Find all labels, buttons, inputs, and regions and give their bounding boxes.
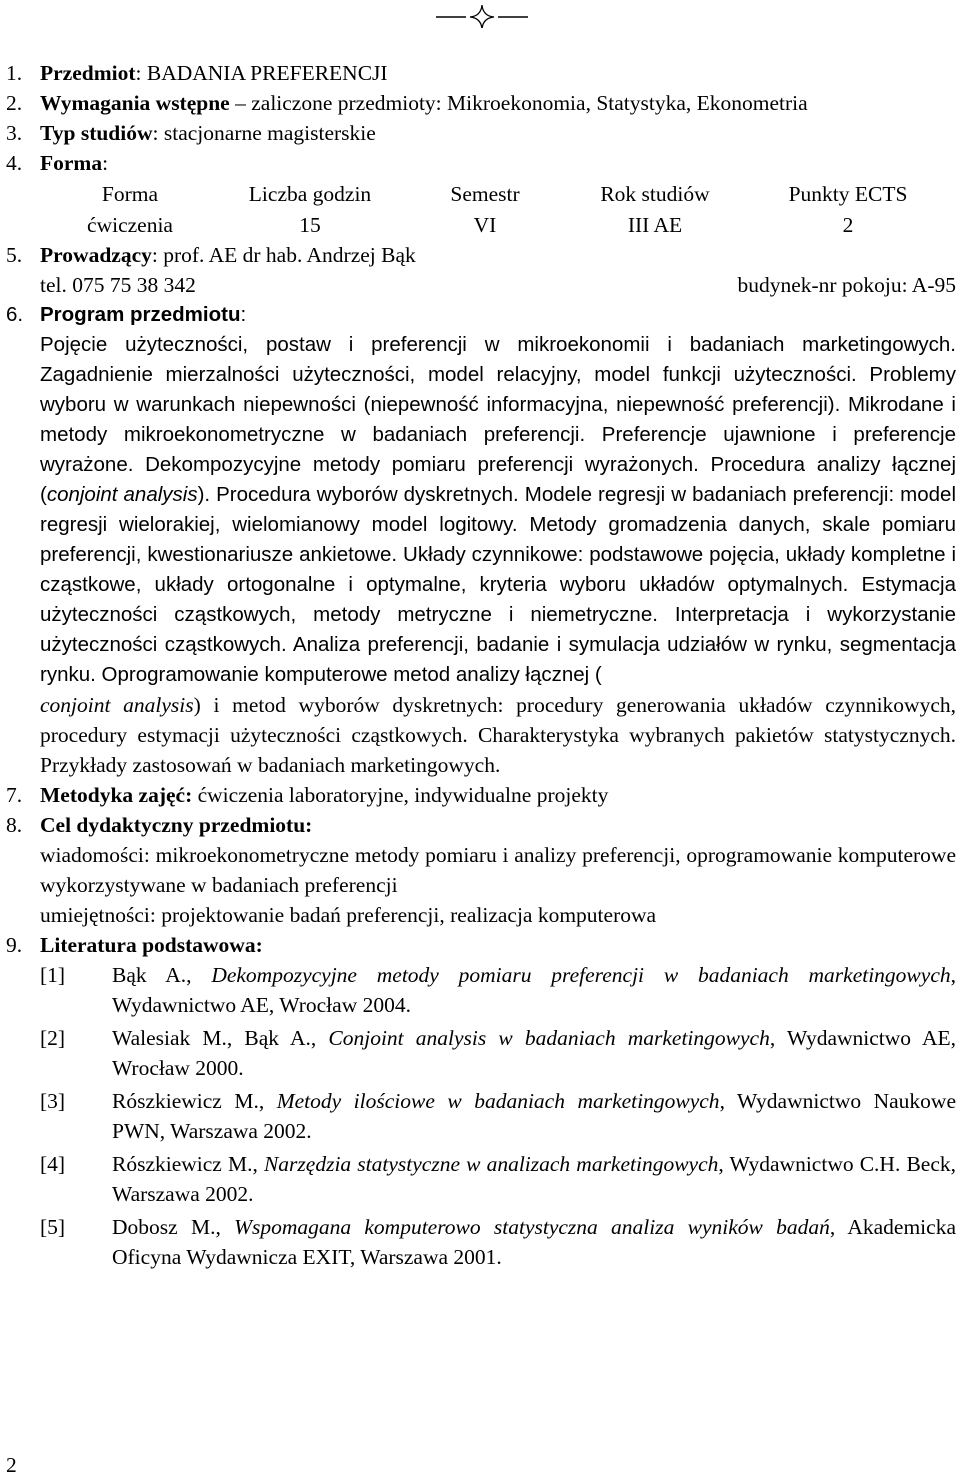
table-cell: ćwiczenia — [87, 212, 173, 237]
program-text-part: ) i metod wyborów dyskretnych: procedury generowania układów czynnikowych, procedury estymacji użyteczności cząstkowych. Charakterystyka wybranych pakietów statystycznych. Przykłady zastosowań w badaniach marketingowych. — [40, 693, 956, 777]
program-text-italic: conjoint analysis — [40, 693, 194, 717]
reference-publisher: , Akademicka Oficyna Wydawnicza EXIT, Warszawa 2001. — [112, 1215, 956, 1269]
item-lecturer — [6, 240, 956, 270]
item-label: Forma — [40, 151, 103, 175]
reference-publisher: , Wydawnictwo Naukowe PWN, Warszawa 2002. — [112, 1089, 957, 1143]
item-value: : stacjonarne magisterskie — [152, 121, 376, 145]
item-number: 1. — [6, 61, 23, 85]
item-number: 2. — [6, 91, 23, 115]
table-cell: 2 — [842, 212, 854, 237]
item-label: Metodyka zajęć: — [40, 783, 193, 807]
objective-skills — [6, 900, 956, 930]
item-label: Wymagania wstępne — [40, 91, 230, 115]
reference-item — [40, 1149, 956, 1209]
objective-text: wiadomości: mikroekonometryczne metody pomiaru i analizy preferencji, oprogramowanie komputerowe wykorzystywane w badaniach preferencji — [40, 843, 956, 897]
reference-title: Wspomagana komputerowo statystyczna analiza wyników badań — [234, 1215, 830, 1239]
item-number: 7. — [6, 783, 23, 807]
item-number: 6. — [6, 303, 24, 326]
reference-title: Conjoint analysis w badaniach marketingowych — [328, 1026, 770, 1050]
reference-item — [40, 1212, 956, 1272]
item-label: Program przedmiotu — [40, 303, 241, 326]
item-value: – zaliczone przedmioty: Mikroekonomia, Statystyka, Ekonometria — [229, 91, 808, 115]
item-label: Przedmiot — [40, 61, 136, 85]
item-subject — [6, 58, 956, 88]
phone-number: tel. 075 75 38 342 — [40, 273, 196, 297]
reference-item — [40, 1086, 956, 1146]
item-number: 9. — [6, 933, 23, 957]
item-value: : prof. AE dr hab. Andrzej Bąk — [151, 243, 416, 267]
reference-author: Dobosz M., — [112, 1215, 235, 1239]
objective-text: umiejętności: projektowanie badań preferencji, realizacja komputerowa — [40, 903, 657, 927]
reference-number: [4] — [40, 1152, 66, 1176]
page-number: 2 — [6, 1453, 17, 1477]
table-header-cell: Semestr — [450, 181, 520, 206]
reference-item — [40, 1023, 956, 1083]
item-literature — [6, 930, 956, 960]
item-label: Literatura podstawowa: — [40, 933, 263, 957]
item-study-type — [6, 118, 956, 148]
reference-author: Walesiak M., Bąk A., — [112, 1026, 329, 1050]
room-number: budynek-nr pokoju: A-95 — [737, 273, 956, 297]
item-number: 3. — [6, 121, 23, 145]
item-label: Cel dydaktyczny przedmiotu: — [40, 813, 313, 837]
reference-item — [40, 960, 956, 1020]
reference-author: Bąk A., — [112, 963, 212, 987]
syllabus-content — [6, 58, 956, 1275]
item-objective — [6, 810, 956, 840]
reference-publisher: , Wydawnictwo AE, Wrocław 2004. — [112, 963, 956, 1017]
table-header-cell: Rok studiów — [600, 181, 710, 206]
program-text — [6, 330, 956, 690]
item-value: : — [102, 151, 109, 175]
reference-number: [2] — [40, 1026, 66, 1050]
program-text-continued — [6, 690, 956, 780]
reference-publisher: , Wydawnictwo C.H. Beck, Warszawa 2002. — [112, 1152, 957, 1206]
header-ornament-icon — [436, 2, 528, 28]
objective-knowledge — [6, 840, 956, 900]
table-header-cell: Forma — [101, 181, 159, 206]
reference-number: [5] — [40, 1215, 66, 1239]
contact-row — [6, 270, 956, 300]
item-program-heading — [6, 300, 956, 330]
table-cell: 15 — [299, 212, 321, 237]
item-form — [6, 148, 956, 178]
form-table — [40, 178, 956, 240]
reference-title: Metody ilościowe w badaniach marketingowych — [276, 1089, 720, 1113]
reference-publisher: , Wydawnictwo AE, Wrocław 2000. — [112, 1026, 957, 1080]
table-row — [40, 209, 956, 240]
program-text-part: ). Procedura wyborów dyskretnych. Modele regresji w badaniach preferencji: model regresji wielorakiej, wielomianowy model logitowy. Metody gromadzenia danych, skale pomiaru preferencji, kwestionariusze ankietowe. Układy czynnikowe: podstawowe pojęcia, układy kompletne i cząstkowe, układy ortogonalne i optymalne, kryteria wyboru układów optymalnych. Estymacja użyteczności cząstkowych, metody metryczne i niemetryczne. Interpretacja i wykorzystanie użyteczności cząstkowych. Analiza preferencji, badanie i symulacja udziałów w rynku, segmentacja rynku. Oprogramowanie komputerowe metod analizy łącznej ( — [40, 483, 956, 686]
table-cell: VI — [473, 212, 497, 237]
item-number: 8. — [6, 813, 23, 837]
reference-title: Narzędzia statystyczne w analizach marketingowych — [263, 1152, 719, 1176]
item-number: 5. — [6, 243, 23, 267]
item-label: Prowadzący — [40, 243, 152, 267]
reference-author: Rószkiewicz M., — [112, 1152, 264, 1176]
table-header-cell: Punkty ECTS — [788, 181, 908, 206]
reference-number: [3] — [40, 1089, 66, 1113]
table-header-row — [40, 178, 956, 209]
program-text-italic: conjoint analysis — [46, 483, 198, 506]
item-number: 4. — [6, 151, 23, 175]
item-methods — [6, 780, 956, 810]
item-prerequisites — [6, 88, 956, 118]
reference-title: Dekompozycyjne metody pomiaru preferencji w badaniach marketingowych — [211, 963, 951, 987]
reference-number: [1] — [40, 963, 66, 987]
item-value: : BADANIA PREFERENCJI — [135, 61, 388, 85]
program-text-part: Pojęcie użyteczności, postaw i preferencji w mikroekonomii i badaniach marketingowych. Zagadnienie mierzalności użyteczności, model relacyjny, model funkcji użyteczności. Problemy wyboru w warunkach niepewności (niepewność informacyjna, niepewność preferencji). Mikrodane i metody mikroekonometryczne w badaniach preferencji. Preferencje ujawnione i preferencje wyrażone. Dekompozycyjne metody pomiaru preferencji wyrażonych. Procedura analizy łącznej ( — [40, 333, 956, 506]
table-header-cell: Liczba godzin — [248, 181, 372, 206]
item-label: Typ studiów — [40, 121, 153, 145]
item-value: ćwiczenia laboratoryjne, indywidualne projekty — [192, 783, 609, 807]
table-cell: III AE — [627, 212, 683, 237]
item-colon: : — [240, 303, 247, 326]
reference-author: Rószkiewicz M., — [112, 1089, 277, 1113]
